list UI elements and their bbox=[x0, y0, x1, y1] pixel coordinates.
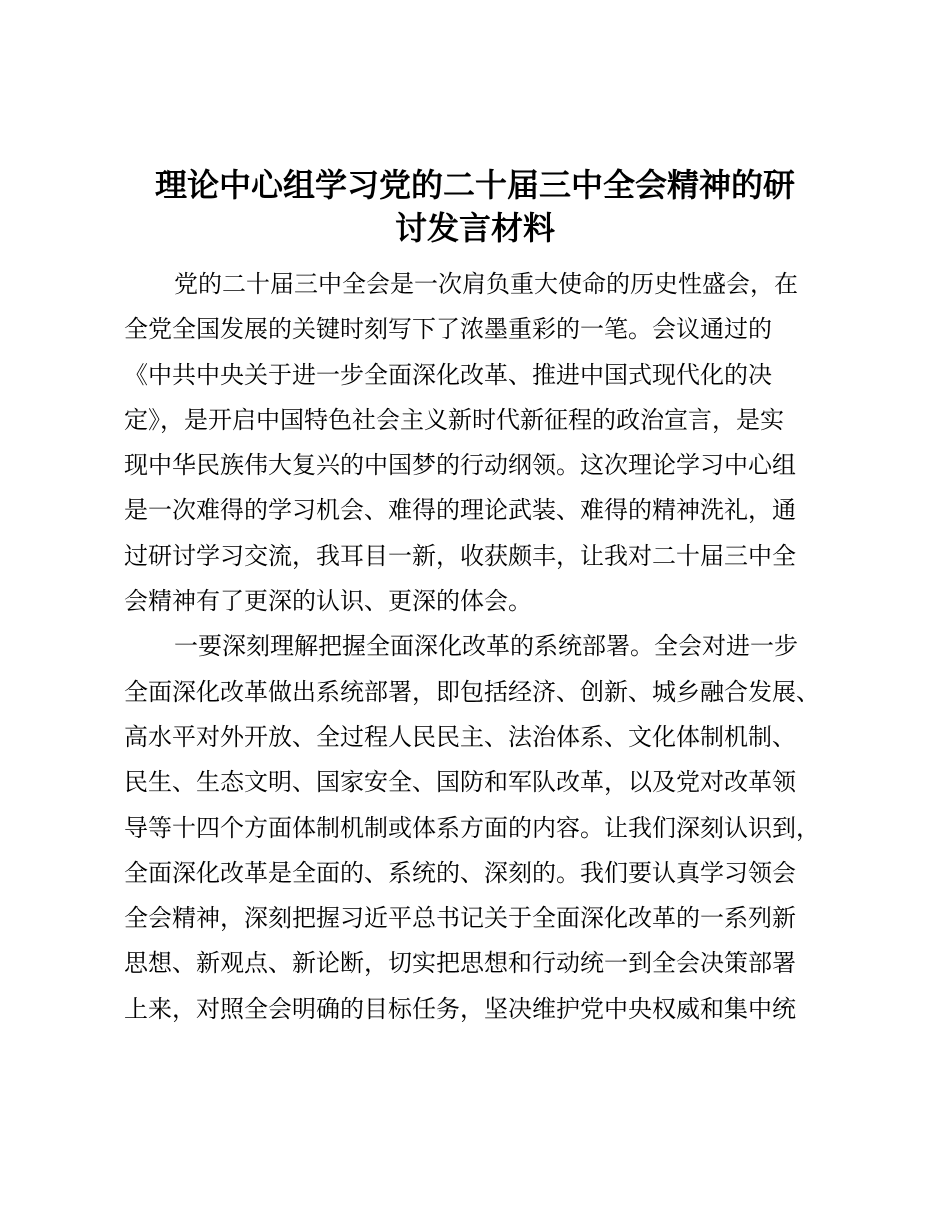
paragraph-2-line-6: 全面深化改革是全面的、系统的、深刻的。我们要认真学习领会 bbox=[124, 858, 796, 887]
paragraph-2-line-5: 导等十四个方面体制机制或体系方面的内容。让我们深刻认识到， bbox=[124, 813, 820, 842]
paragraph-2-line-3: 高水平对外开放、全过程人民民主、法治体系、文化体制机制、 bbox=[124, 722, 796, 751]
paragraph-1-line-4: 定》，是开启中国特色社会主义新时代新征程的政治宣言，是实 bbox=[124, 405, 784, 434]
paragraph-1-line-1: 党的二十届三中全会是一次肩负重大使命的历史性盛会，在 bbox=[174, 270, 798, 298]
title-line-1: 理论中心组学习党的二十届三中全会精神的研 bbox=[154, 166, 795, 204]
paragraph-2-line-1: 一要深刻理解把握全面深化改革的系统部署。全会对进一步 bbox=[174, 632, 798, 661]
paragraph-1-line-8: 会精神有了更深的认识、更深的体会。 bbox=[124, 587, 532, 616]
paragraph-1-line-3: 《中共中央关于进一步全面深化改革、推进中国式现代化的决 bbox=[124, 360, 772, 389]
paragraph-1-line-7: 过研讨学习交流，我耳目一新，收获颇丰，让我对二十届三中全 bbox=[124, 541, 796, 570]
paragraph-2-line-7: 全会精神，深刻把握习近平总书记关于全面深化改革的一系列新 bbox=[124, 904, 796, 933]
paragraph-2-line-4: 民生、生态文明、国家安全、国防和军队改革，以及党对改革领 bbox=[124, 768, 796, 797]
document-title bbox=[100, 164, 850, 250]
paragraph-1-line-6: 是一次难得的学习机会、难得的理论武装、难得的精神洗礼，通 bbox=[124, 496, 796, 525]
paragraph-2-line-2: 全面深化改革做出系统部署，即包括经济、创新、城乡融合发展、 bbox=[124, 677, 820, 706]
paragraph-2-line-9: 上来，对照全会明确的目标任务，坚决维护党中央权威和集中统 bbox=[124, 994, 796, 1023]
document-body bbox=[124, 262, 864, 1032]
paragraph-1-line-5: 现中华民族伟大复兴的中国梦的行动纲领。这次理论学习中心组 bbox=[124, 451, 796, 480]
paragraph-2-line-8: 思想、新观点、新论断，切实把思想和行动统一到全会决策部署 bbox=[124, 949, 796, 978]
paragraph-1-line-2: 全党全国发展的关键时刻写下了浓墨重彩的一笔。会议通过的 bbox=[124, 315, 772, 344]
title-line-2: 讨发言材料 bbox=[394, 209, 555, 247]
